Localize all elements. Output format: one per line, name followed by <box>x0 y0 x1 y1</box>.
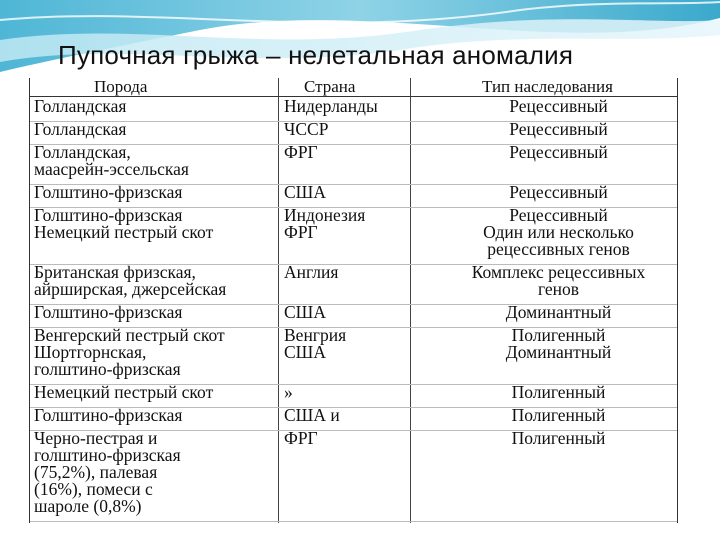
breed-cell-line: Голштино-фризская <box>34 405 183 425</box>
breed-cell <box>34 407 182 424</box>
breed-cell-line: Британская фризская, <box>34 262 196 282</box>
breed-cell-line: Черно-пестрая и <box>34 428 158 448</box>
country-cell-line: Нидерланды <box>284 96 378 116</box>
breed-cell <box>34 384 213 401</box>
header-inheritance: Тип наследования <box>482 77 613 96</box>
country-cell <box>284 121 328 138</box>
inheritance-cell-line: Доминантный <box>505 342 612 362</box>
inheritance-cell-line: Комплекс рецессивных <box>471 262 646 282</box>
inheritance-cell-line: Рецессивный <box>509 96 608 116</box>
breed-cell-line: Шортгорнская, <box>34 342 147 362</box>
inheritance-cell-line: рецессивных генов <box>487 239 630 259</box>
inheritance-cell-line: Полигенный <box>511 405 606 425</box>
country-cell <box>284 304 326 321</box>
table-row <box>30 207 677 265</box>
table-row <box>30 327 677 385</box>
breed-cell-line: Немецкий пестрый скот <box>34 222 214 242</box>
breed-cell-line: Голландская <box>34 119 127 139</box>
breed-cell-line: Венгерский пестрый скот <box>34 325 225 345</box>
inheritance-cell-line: Один или несколько <box>483 222 634 242</box>
breed-cell <box>34 327 225 378</box>
inheritance-cell-line: Полигенный <box>511 382 606 402</box>
breed-cell <box>34 184 182 201</box>
breed-cell-line: (75,2%), палевая <box>34 462 158 482</box>
breed-cell-line: голштино-фризская <box>34 359 181 379</box>
inheritance-cell <box>440 264 677 298</box>
breed-cell <box>34 304 182 321</box>
breed-cell-line: Голландская, <box>34 142 131 162</box>
country-cell-line: » <box>284 382 293 402</box>
inheritance-cell-line: Рецессивный <box>509 205 608 225</box>
inheritance-cell-line: Полигенный <box>511 428 606 448</box>
breed-cell-line: (16%), помеси с <box>34 479 153 499</box>
country-cell-line: США <box>284 342 326 362</box>
breed-cell <box>34 144 189 178</box>
country-cell <box>284 207 365 241</box>
inheritance-cell <box>440 98 677 115</box>
header-breed: Порода <box>94 77 148 96</box>
country-cell-line: ФРГ <box>284 142 318 162</box>
inheritance-cell-line: Полигенный <box>511 325 606 345</box>
inheritance-cell <box>440 184 677 201</box>
country-cell-line: ФРГ <box>284 222 318 242</box>
country-cell-line: ФРГ <box>284 428 318 448</box>
country-cell <box>284 430 318 447</box>
inheritance-cell <box>440 430 677 447</box>
country-cell-line: США <box>284 302 326 322</box>
inheritance-cell-line: Рецессивный <box>509 119 608 139</box>
breed-cell-line: маасрейн-эссельская <box>34 159 189 179</box>
breed-cell-line: Голштино-фризская <box>34 302 183 322</box>
inheritance-cell-line: Рецессивный <box>509 182 608 202</box>
table-row <box>30 264 677 305</box>
breed-cell-line: шароле (0,8%) <box>34 496 142 516</box>
country-cell-line: Англия <box>284 262 339 282</box>
country-cell <box>284 264 338 281</box>
inheritance-cell <box>440 407 677 424</box>
inheritance-cell <box>440 327 677 361</box>
country-cell-line: США <box>284 182 326 202</box>
country-cell <box>284 98 378 115</box>
breed-cell-line: Голштино-фризская <box>34 205 183 225</box>
table-row <box>30 430 677 522</box>
inheritance-cell <box>440 304 677 321</box>
country-cell-line: США и <box>284 405 340 425</box>
country-cell <box>284 407 340 424</box>
inheritance-cell-line: генов <box>537 279 580 299</box>
slide-title: Пупочная грыжа – нелетальная аномалия <box>58 40 574 70</box>
inheritance-cell <box>440 384 677 401</box>
inheritance-cell <box>440 144 677 161</box>
country-cell-line: Венгрия <box>284 325 347 345</box>
inheritance-cell-line: Доминантный <box>505 302 612 322</box>
breed-cell <box>34 264 226 298</box>
table-header <box>30 78 677 97</box>
breed-cell <box>34 430 181 515</box>
breed-cell-line: Немецкий пестрый скот <box>34 382 214 402</box>
table-row <box>30 144 677 185</box>
breed-cell-line: Голландская <box>34 96 127 116</box>
breed-cell-line: Голштино-фризская <box>34 182 183 202</box>
inheritance-cell <box>440 121 677 138</box>
breed-cell-line: айрширская, джерсейская <box>34 279 227 299</box>
country-cell-line: ЧССР <box>284 119 329 139</box>
breed-cell <box>34 207 213 241</box>
inheritance-cell <box>440 207 677 258</box>
country-cell <box>284 144 318 161</box>
country-cell <box>284 184 326 201</box>
breed-cell <box>34 98 126 115</box>
country-cell-line: Индонезия <box>284 205 366 225</box>
breed-cell <box>34 121 126 138</box>
inheritance-table <box>29 78 678 523</box>
country-cell <box>284 384 293 401</box>
header-country: Страна <box>304 77 356 96</box>
country-cell <box>284 327 346 361</box>
breed-cell-line: голштино-фризская <box>34 445 181 465</box>
inheritance-cell-line: Рецессивный <box>509 142 608 162</box>
